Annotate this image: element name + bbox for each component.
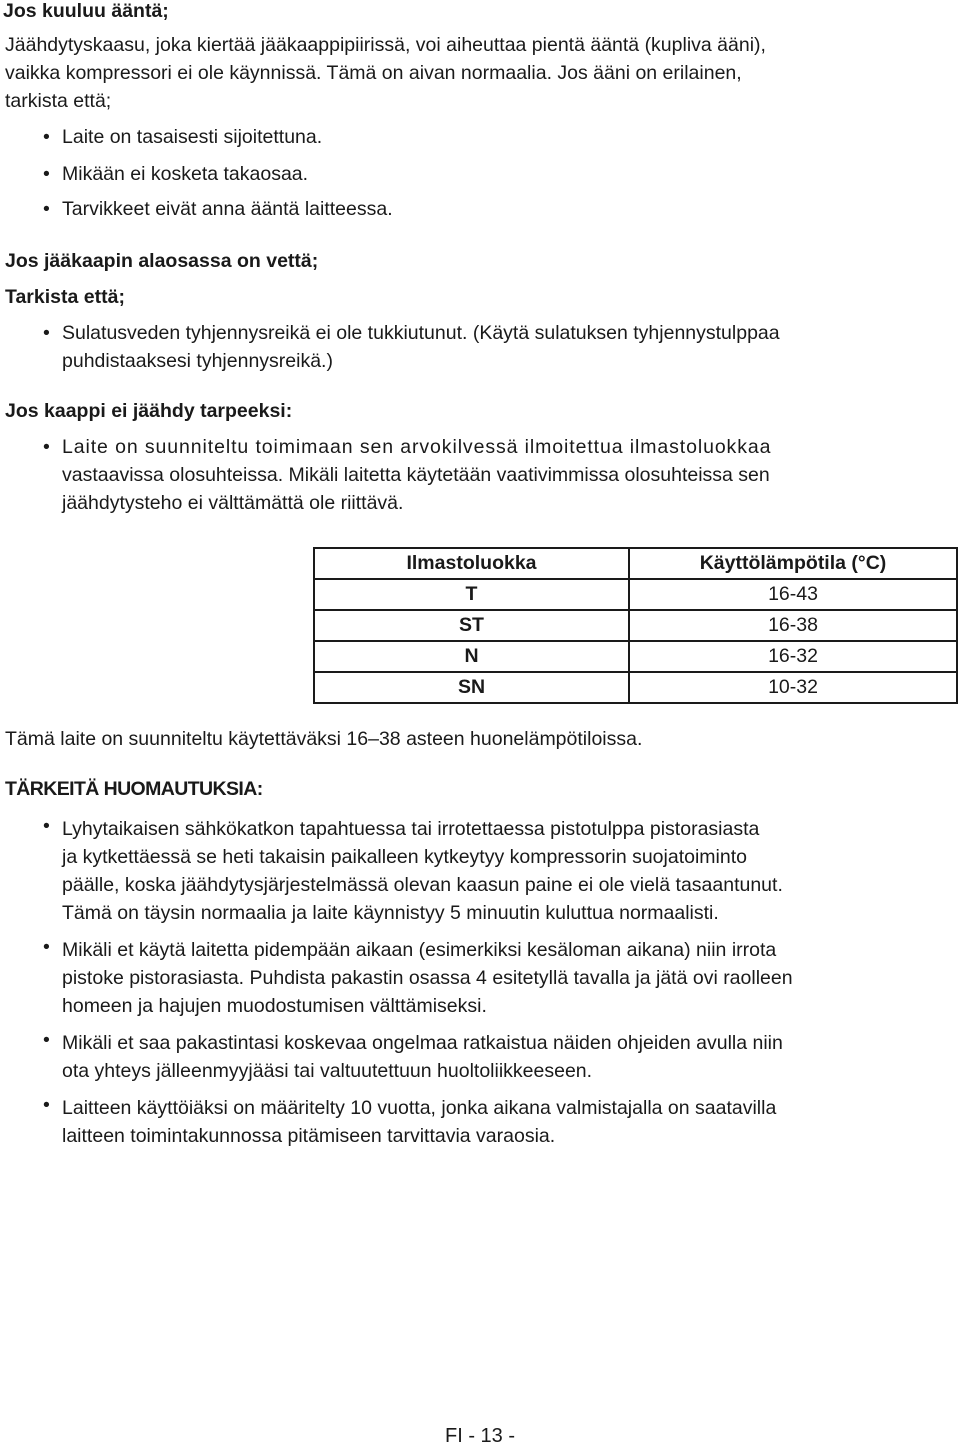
heading-important: TÄRKEITÄ HUOMAUTUKSIA: — [5, 778, 263, 800]
list-item-line-1: Laite on suunniteltu toimimaan sen arvokilvessä ilmoitettua ilmastoluokkaa — [62, 436, 772, 458]
note-line: Mikäli et saa pakastintasi koskevaa ongelmaa ratkaistua näiden ohjeiden avulla niin — [62, 1032, 783, 1054]
list-item-line-2: puhdistaaksesi tyhjennysreikä.) — [62, 350, 333, 372]
heading-water: Jos jääkaapin alaosassa on vettä; — [5, 250, 319, 272]
table-cell-range: 10-32 — [629, 672, 957, 703]
note-line: homeen ja hajujen muodostumisen välttämiseksi. — [62, 995, 487, 1017]
bullet-icon — [43, 163, 50, 186]
bullet-icon — [43, 1029, 50, 1052]
table-row — [314, 672, 957, 703]
climate-class-table — [313, 547, 958, 704]
list-item: Tarvikkeet eivät anna ääntä laitteessa. — [62, 198, 393, 220]
list-item: Laite on tasaisesti sijoitettuna. — [62, 126, 323, 148]
bullet-icon — [43, 436, 50, 459]
note-line: Laitteen käyttöiäksi on määritelty 10 vuotta, jonka aikana valmistajalla on saatavilla — [62, 1097, 777, 1119]
paragraph-sound-line-2: vaikka kompressori ei ole käynnissä. Tämä on aivan normaalia. Jos ääni on erilainen, — [5, 62, 742, 84]
table-header-row — [314, 548, 957, 579]
paragraph-sound-line-1: Jäähdytyskaasu, joka kiertää jääkaappipiirissä, voi aiheuttaa pientä ääntä (kupliva ääni), — [5, 34, 766, 56]
bullet-icon — [43, 815, 50, 838]
table-cell-class: N — [314, 641, 629, 672]
table-cell-class: T — [314, 579, 629, 610]
table-cell-class: SN — [314, 672, 629, 703]
paragraph-sound-line-3: tarkista että; — [5, 90, 112, 112]
list-item-line-3: jäähdytysteho ei välttämättä ole riittävä. — [62, 492, 404, 514]
list-item: Mikään ei kosketa takaosaa. — [62, 163, 309, 185]
page-number: FI - 13 - — [444, 1425, 515, 1447]
note-line: ja kytkettäessä se heti takaisin paikalleen kytkeytyy kompressorin suojatoiminto — [62, 846, 747, 868]
table-row — [314, 610, 957, 641]
bullet-icon — [43, 198, 50, 221]
note-line: päälle, koska jäähdytysjärjestelmässä olevan kaasun paine ei ole vielä tasaantunut. — [62, 874, 783, 896]
note-line: ota yhteys jälleenmyyjääsi tai valtuutettuun huoltoliikkeeseen. — [62, 1060, 593, 1082]
table-row — [314, 579, 957, 610]
heading-sound: Jos kuuluu ääntä; — [3, 0, 169, 22]
table-cell-class: ST — [314, 610, 629, 641]
note-line: pistoke pistorasiasta. Puhdista pakastin osassa 4 esitetyllä tavalla ja jätä ovi raolleen — [62, 967, 793, 989]
bullet-icon — [43, 322, 50, 345]
note-line: Mikäli et käytä laitetta pidempään aikaan (esimerkiksi kesäloman aikana) niin irrota — [62, 939, 777, 961]
design-note: Tämä laite on suunniteltu käytettäväksi 16–38 asteen huonelämpötiloissa. — [5, 728, 643, 750]
bullet-icon — [43, 126, 50, 149]
table-cell-range: 16-38 — [629, 610, 957, 641]
table-header-cell: Ilmastoluokka — [314, 548, 629, 579]
list-item-line-1: Sulatusveden tyhjennysreikä ei ole tukkiutunut. (Käytä sulatuksen tyhjennystulppaa — [62, 322, 780, 344]
bullet-icon — [43, 936, 50, 959]
note-line: laitteen toimintakunnossa pitämiseen tarvittavia varaosia. — [62, 1125, 556, 1147]
list-item-line-2: vastaavissa olosuhteissa. Mikäli laitetta käytetään vaativimmissa olosuhteissa sen — [62, 464, 770, 486]
table-header-cell: Käyttölämpötila (°C) — [629, 548, 957, 579]
table-row — [314, 641, 957, 672]
bullet-icon — [43, 1094, 50, 1117]
note-line: Lyhytaikaisen sähkökatkon tapahtuessa tai irrotettaessa pistotulppa pistorasiasta — [62, 818, 760, 840]
table-cell-range: 16-43 — [629, 579, 957, 610]
note-line: Tämä on täysin normaalia ja laite käynnistyy 5 minuutin kuluttua normaalisti. — [62, 902, 719, 924]
heading-cooling: Jos kaappi ei jäähdy tarpeeksi: — [5, 400, 293, 422]
subheading-check: Tarkista että; — [5, 286, 125, 308]
table-cell-range: 16-32 — [629, 641, 957, 672]
